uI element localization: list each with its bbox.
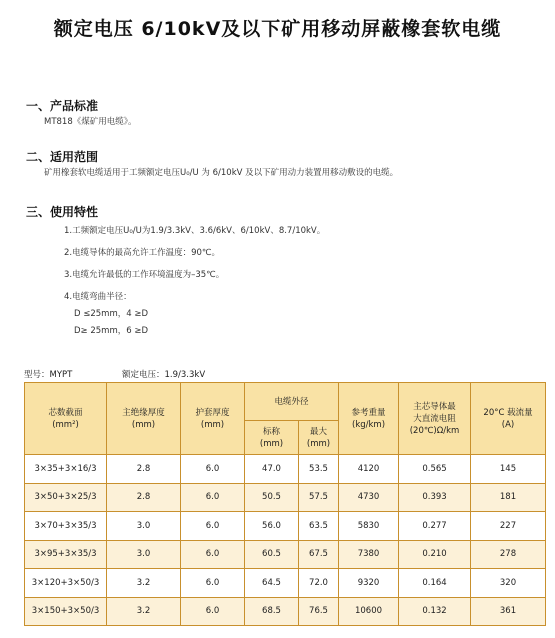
cell-insulation: 3.0	[107, 512, 181, 541]
header-resistance: 主芯导体最 大直流电阻 (20℃)Ω/km	[399, 383, 471, 455]
cell-resistance: 0.393	[399, 483, 471, 512]
cell-od-max: 76.5	[299, 597, 339, 626]
cell-weight: 10600	[339, 597, 399, 626]
cell-od-nominal: 68.5	[245, 597, 299, 626]
page-title: 额定电压 6/10kV及以下矿用移动屏蔽橡套软电缆	[53, 18, 502, 40]
header-weight: 参考重量 (kg/km)	[339, 383, 399, 455]
spec-table	[24, 382, 546, 626]
cell-od-max: 53.5	[299, 455, 339, 484]
cell-weight: 7380	[339, 540, 399, 569]
scope-text: 矿用橡套软电缆适用于工频额定电压U₀/U 为 6/10kV 及以下矿用动力装置用移动敷设的电缆。	[44, 168, 399, 178]
cell-weight: 4120	[339, 455, 399, 484]
header-section: 芯数截面 (mm²)	[25, 383, 107, 455]
cell-od-max: 63.5	[299, 512, 339, 541]
cell-current: 181	[471, 483, 546, 512]
section-heading-scope: 二、适用范围	[26, 150, 99, 164]
cell-insulation: 3.2	[107, 597, 181, 626]
characteristic-min-temp: 3.电缆允许最低的工作环境温度为–35℃。	[64, 270, 225, 280]
cell-od-max: 72.0	[299, 569, 339, 598]
characteristic-bend-radius: 4.电缆弯曲半径：	[64, 292, 132, 302]
cell-weight: 9320	[339, 569, 399, 598]
bend-radius-large: D≥ 25mm，6 ≥D	[74, 326, 149, 336]
cell-weight: 4730	[339, 483, 399, 512]
cell-sheath: 6.0	[181, 483, 245, 512]
standard-text: MT818《煤矿用电缆》。	[44, 117, 137, 127]
cell-sheath: 6.0	[181, 597, 245, 626]
header-outer-diameter: 电缆外径	[245, 383, 339, 421]
cell-resistance: 0.565	[399, 455, 471, 484]
cell-insulation: 2.8	[107, 455, 181, 484]
header-sheath: 护套厚度 (mm)	[181, 383, 245, 455]
table-row	[25, 540, 546, 569]
cell-current: 145	[471, 455, 546, 484]
model-label: 型号：MYPT	[24, 370, 73, 380]
voltage-label: 额定电压：1.9/3.3kV	[122, 370, 206, 380]
cell-insulation: 2.8	[107, 483, 181, 512]
cell-od-nominal: 56.0	[245, 512, 299, 541]
header-od-nominal: 标称 (mm)	[245, 421, 299, 455]
table-row	[25, 455, 546, 484]
table-row	[25, 569, 546, 598]
cell-resistance: 0.277	[399, 512, 471, 541]
table-row	[25, 597, 546, 626]
bend-radius-small: D ≤25mm，4 ≥D	[74, 309, 149, 319]
cell-insulation: 3.0	[107, 540, 181, 569]
cell-section: 3×35+3×16/3	[25, 455, 107, 484]
cell-od-nominal: 47.0	[245, 455, 299, 484]
cell-resistance: 0.210	[399, 540, 471, 569]
characteristic-max-temp: 2.电缆导体的最高允许工作温度：90℃。	[64, 248, 220, 258]
cell-sheath: 6.0	[181, 512, 245, 541]
cell-section: 3×70+3×35/3	[25, 512, 107, 541]
table-row	[25, 512, 546, 541]
cell-sheath: 6.0	[181, 540, 245, 569]
cell-od-max: 67.5	[299, 540, 339, 569]
cell-current: 361	[471, 597, 546, 626]
characteristic-voltage: 1.工频额定电压U₀/U为1.9/3.3kV、3.6/6kV、6/10kV、8.7/10kV。	[64, 226, 326, 236]
cell-current: 320	[471, 569, 546, 598]
cell-section: 3×120+3×50/3	[25, 569, 107, 598]
cell-resistance: 0.164	[399, 569, 471, 598]
section-heading-characteristics: 三、使用特性	[26, 205, 99, 219]
header-current: 20°C 载流量 (A)	[471, 383, 546, 455]
cell-sheath: 6.0	[181, 569, 245, 598]
cell-od-nominal: 60.5	[245, 540, 299, 569]
section-heading-standard: 一、产品标准	[26, 99, 99, 113]
table-row	[25, 483, 546, 512]
cell-insulation: 3.2	[107, 569, 181, 598]
cell-resistance: 0.132	[399, 597, 471, 626]
cell-section: 3×95+3×35/3	[25, 540, 107, 569]
header-od-max: 最大 (mm)	[299, 421, 339, 455]
cell-sheath: 6.0	[181, 455, 245, 484]
cell-current: 278	[471, 540, 546, 569]
cell-current: 227	[471, 512, 546, 541]
header-insulation: 主绝缘厚度 (mm)	[107, 383, 181, 455]
cell-od-max: 57.5	[299, 483, 339, 512]
cell-od-nominal: 50.5	[245, 483, 299, 512]
cell-section: 3×150+3×50/3	[25, 597, 107, 626]
cell-od-nominal: 64.5	[245, 569, 299, 598]
cell-section: 3×50+3×25/3	[25, 483, 107, 512]
cell-weight: 5830	[339, 512, 399, 541]
